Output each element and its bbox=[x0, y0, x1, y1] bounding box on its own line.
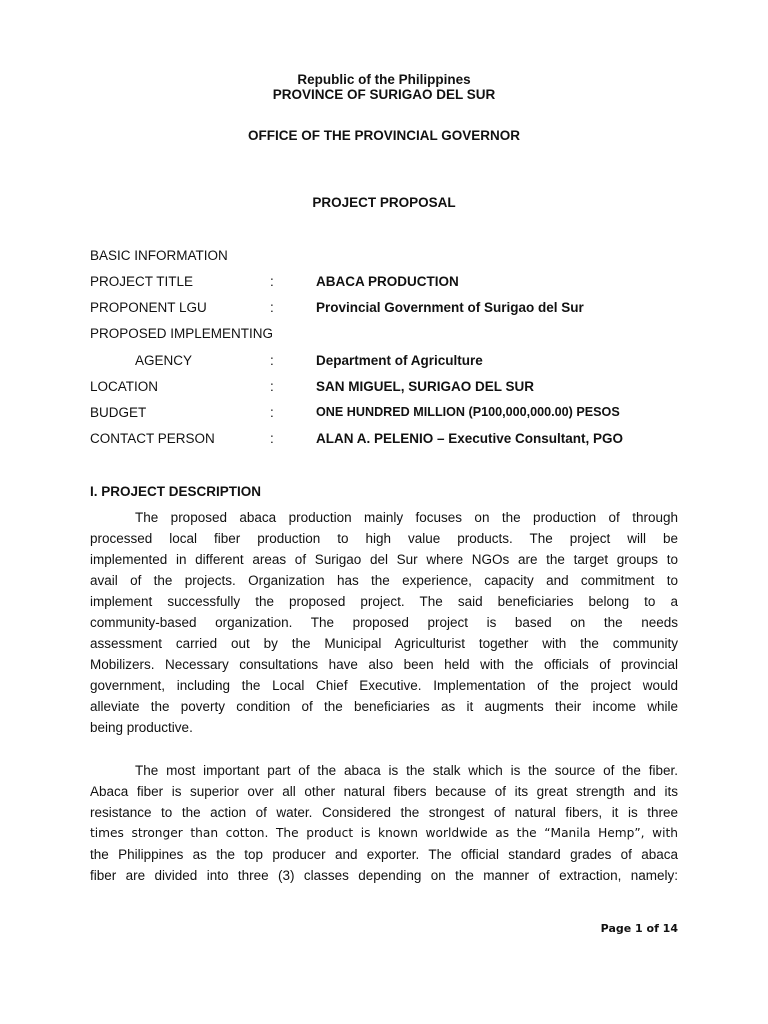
office-heading: OFFICE OF THE PROVINCIAL GOVERNOR bbox=[247, 128, 521, 143]
info-colon: : bbox=[270, 353, 274, 368]
paragraph-line: resistance to the action of water. Considered the strongest of natural fibers, it is three bbox=[90, 805, 678, 820]
info-label: PROJECT TITLE bbox=[90, 274, 194, 289]
paragraph-line: avail of the projects. Organization has the experience, capacity and commitment to bbox=[90, 573, 678, 588]
paragraph-line: implemented in different areas of Surigao del Sur where NGOs are the target groups to bbox=[90, 552, 678, 567]
paragraph-abaca-fiber bbox=[90, 760, 678, 886]
info-row-agency bbox=[90, 353, 690, 373]
info-row-contact-person bbox=[90, 431, 690, 451]
paragraph-line: The most important part of the abaca is the stalk which is the source of the fiber. bbox=[135, 763, 678, 778]
info-value: Department of Agriculture bbox=[316, 353, 483, 368]
paragraph-project-description bbox=[90, 507, 678, 738]
info-colon: : bbox=[270, 300, 274, 315]
document-title: PROJECT PROPOSAL bbox=[312, 195, 456, 210]
paragraph-line: Abaca fiber is superior over all other natural fibers because of its great strength and its bbox=[90, 784, 678, 799]
info-value: ONE HUNDRED MILLION (P100,000,000.00) PESOS bbox=[316, 405, 620, 419]
info-label: AGENCY bbox=[135, 353, 193, 368]
info-value: ALAN A. PELENIO – Executive Consultant, PGO bbox=[316, 431, 624, 446]
info-value: SAN MIGUEL, SURIGAO DEL SUR bbox=[316, 379, 535, 394]
info-label: LOCATION bbox=[90, 379, 159, 394]
paragraph-line: Mobilizers. Necessary consultations have also been held with the officials of provincial bbox=[90, 657, 678, 672]
info-value: Provincial Government of Surigao del Sur bbox=[316, 300, 584, 315]
paragraph-line: the Philippines as the top producer and exporter. The official standard grades of abaca bbox=[90, 847, 678, 862]
republic-heading: Republic of the Philippines bbox=[297, 72, 471, 87]
basic-info-heading: BASIC INFORMATION bbox=[90, 248, 228, 263]
page-number: Page 1 of 14 bbox=[600, 922, 678, 935]
info-row-proponent-lgu bbox=[90, 300, 690, 320]
info-row-project-title bbox=[90, 274, 690, 294]
info-value: ABACA PRODUCTION bbox=[316, 274, 459, 289]
paragraph-line: government, including the Local Chief Executive. Implementation of the project would bbox=[90, 678, 678, 693]
paragraph-line: implement successfully the proposed project. The said beneficiaries belong to a bbox=[90, 594, 678, 609]
paragraph-line: community-based organization. The proposed project is based on the needs bbox=[90, 615, 678, 630]
province-heading: PROVINCE OF SURIGAO DEL SUR bbox=[272, 87, 496, 102]
paragraph-line: times stronger than cotton. The product is known worldwide as the “Manila Hemp”, with bbox=[90, 826, 678, 840]
paragraph-line: being productive. bbox=[90, 720, 193, 735]
info-label: PROPOSED IMPLEMENTING bbox=[90, 326, 274, 341]
info-label: CONTACT PERSON bbox=[90, 431, 215, 446]
info-row-proposed-implementing bbox=[90, 326, 690, 346]
info-colon: : bbox=[270, 405, 274, 420]
paragraph-line: alleviate the poverty condition of the beneficiaries as it augments their income while bbox=[90, 699, 678, 714]
section-heading: I. PROJECT DESCRIPTION bbox=[90, 484, 262, 499]
info-label: PROPONENT LGU bbox=[90, 300, 207, 315]
paragraph-line: processed local fiber production to high value products. The project will be bbox=[90, 531, 678, 546]
paragraph-line: fiber are divided into three (3) classes depending on the manner of extraction, namely: bbox=[90, 868, 678, 883]
paragraph-line: assessment carried out by the Municipal Agriculturist together with the community bbox=[90, 636, 678, 651]
info-row-location bbox=[90, 379, 690, 399]
paragraph-line: The proposed abaca production mainly focuses on the production of through bbox=[135, 510, 678, 525]
info-colon: : bbox=[270, 274, 274, 289]
info-colon: : bbox=[270, 431, 274, 446]
info-colon: : bbox=[270, 379, 274, 394]
info-row-budget bbox=[90, 405, 690, 425]
info-label: BUDGET bbox=[90, 405, 147, 420]
